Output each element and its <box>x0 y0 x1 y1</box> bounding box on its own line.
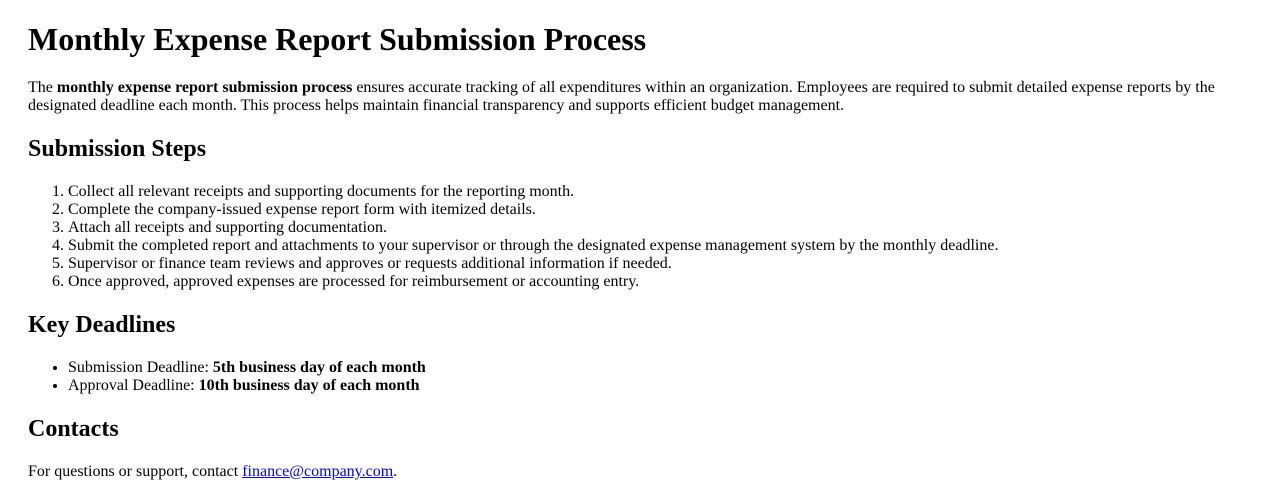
contacts-suffix: . <box>393 463 398 480</box>
finance-email-link[interactable]: finance@company.com <box>242 463 394 480</box>
key-deadlines-heading: Key Deadlines <box>28 312 176 338</box>
deadline-label: Approval Deadline: <box>68 377 199 394</box>
intro-paragraph <box>28 79 1250 115</box>
deadline-item-approval <box>68 377 1250 395</box>
deadline-label: Submission Deadline: <box>68 359 213 376</box>
step-item: 6. Once approved, approved expenses are processed for reimbursement or accounting entry. <box>68 273 1250 291</box>
deadline-value: 10th business day of each month <box>198 377 420 394</box>
submission-steps-heading: Submission Steps <box>28 136 207 162</box>
submission-steps-list <box>28 183 1250 291</box>
intro-suffix: ensures accurate tracking of all expenditures within an organization. Employees are required to submit detailed expense reports by the designated deadline each month. This process helps maintain financial transparency and supports efficient budget management. <box>28 79 1215 114</box>
step-item: 4. Submit the completed report and attachments to your supervisor or through the designated expense management system by the monthly deadline. <box>68 237 1250 255</box>
contacts-paragraph <box>28 463 1250 481</box>
intro-prefix: The <box>28 79 57 96</box>
contacts-prefix: For questions or support, contact <box>28 463 243 480</box>
key-deadlines-list <box>28 359 1250 395</box>
contacts-heading: Contacts <box>28 416 119 442</box>
step-item: 5. Supervisor or finance team reviews and approves or requests additional information if needed. <box>68 255 1250 273</box>
intro-bold-term: monthly expense report submission process <box>56 79 353 96</box>
deadline-value: 5th business day of each month <box>212 359 426 376</box>
page-title: Monthly Expense Report Submission Process <box>28 21 647 57</box>
step-item: 3. Attach all receipts and supporting documentation. <box>68 219 1250 237</box>
step-item: 1. Collect all relevant receipts and supporting documents for the reporting month. <box>68 183 1250 201</box>
deadline-item-submission <box>68 359 1250 377</box>
step-item: 2. Complete the company-issued expense report form with itemized details. <box>68 201 1250 219</box>
